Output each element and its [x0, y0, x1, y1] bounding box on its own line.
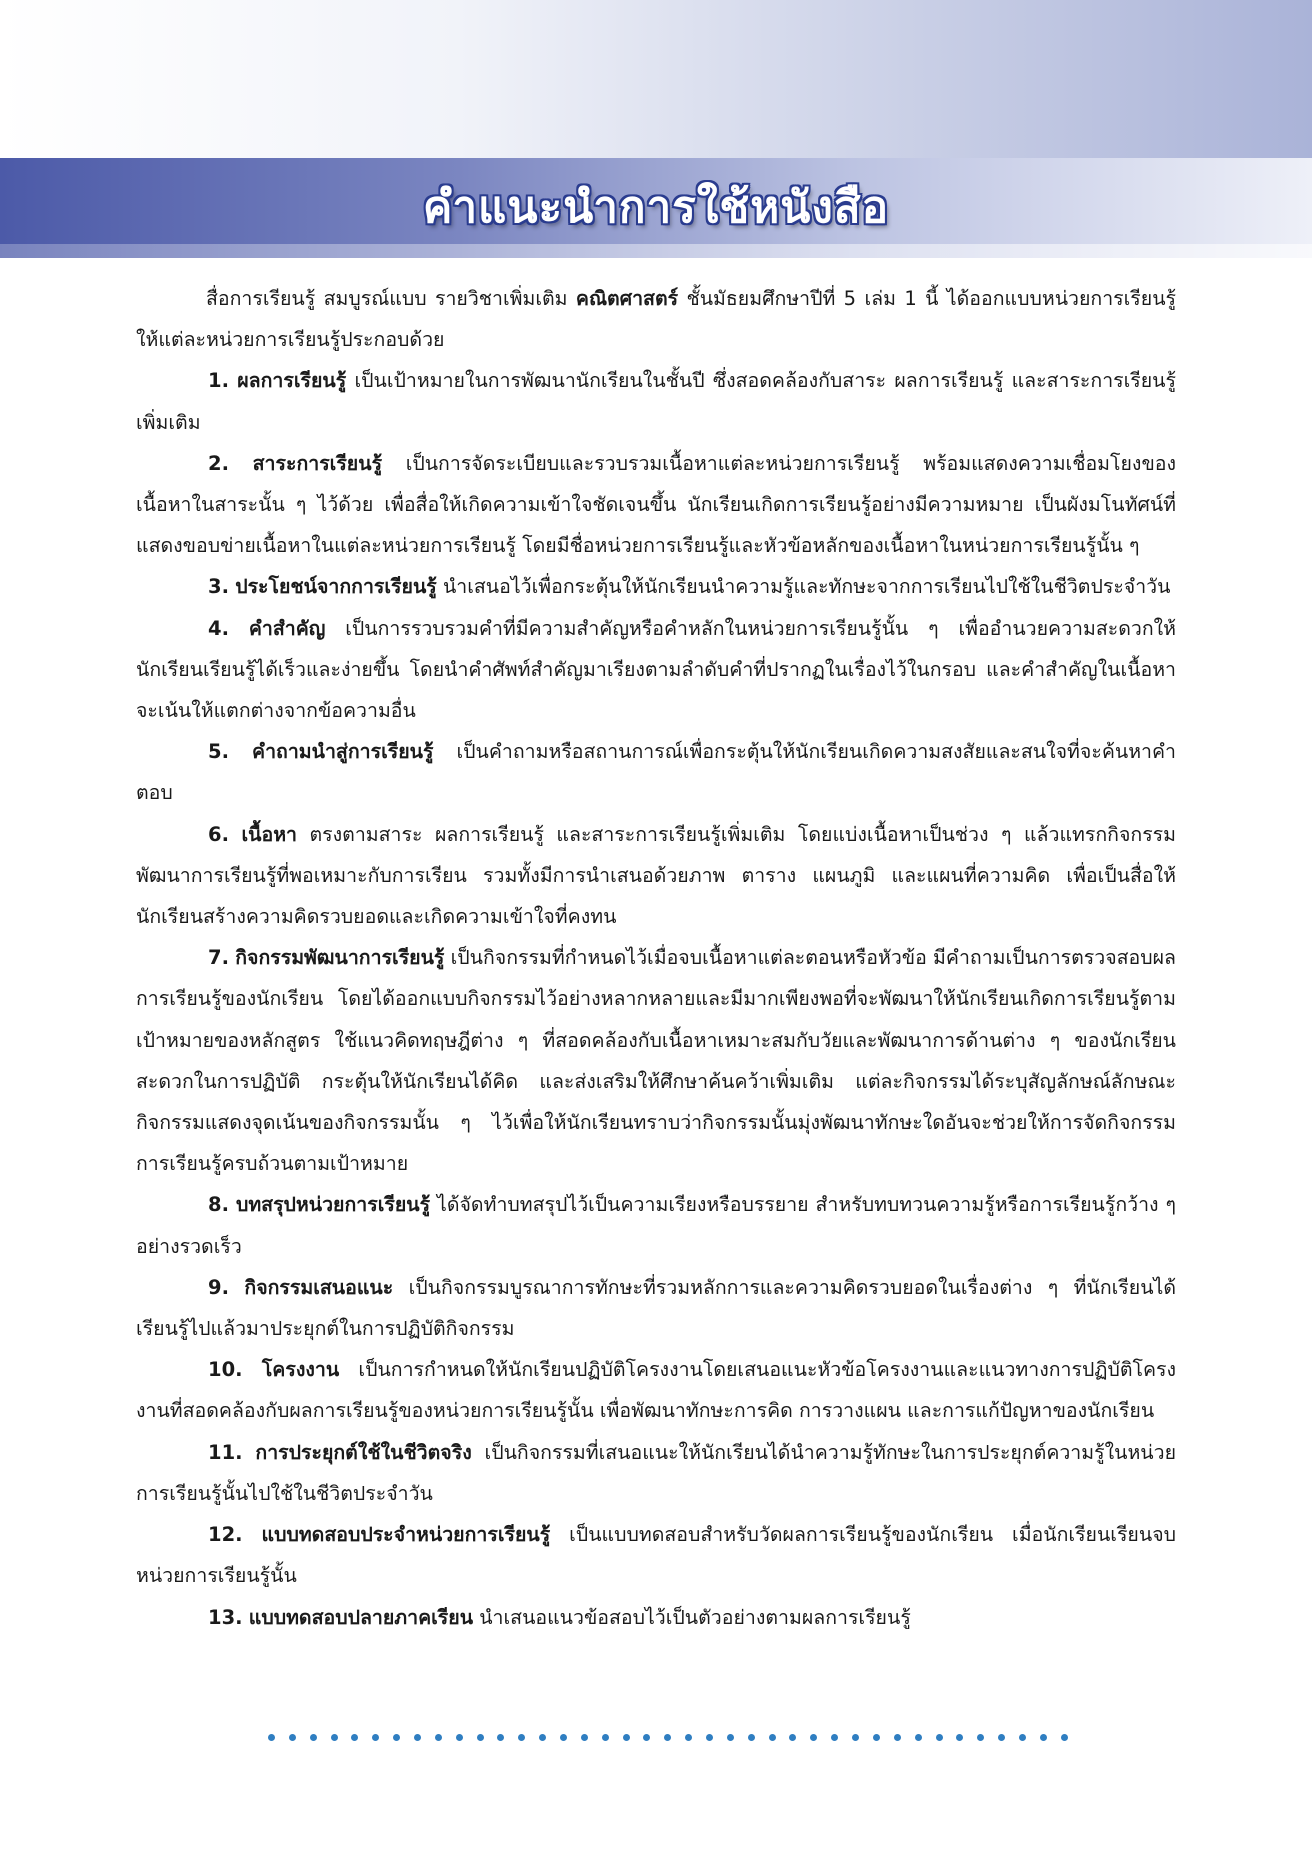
item-list	[136, 360, 1176, 1637]
list-item-text: ได้จัดทำบทสรุปไว้เป็นความเรียงหรือบรรยาย สำหรับทบทวนความรู้หรือการเรียนรู้กว้าง ๆ อย่างรวดเร็ว	[136, 1193, 1176, 1258]
footer-dot	[372, 1734, 379, 1741]
list-item-text: เป็นการจัดระเบียบและรวบรวมเนื้อหาแต่ละหน่วยการเรียนรู้ พร้อมแสดงความเชื่อมโยงของเนื้อหาในสาระนั้น ๆ ไว้ด้วย เพื่อสื่อให้เกิดความเข้าใจชัดเจนขึ้น นักเรียนเกิดการเรียนรู้อย่างมีความหมาย เป็นผังมโนทัศน์ที่แสดงขอบข่ายเนื้อหาในแต่ละหน่วยการเรียนรู้ โดยมีชื่อหน่วยการเรียนรู้และหัวข้อหลักของเนื้อหาในหน่วยการเรียนรู้นั้น ๆ	[136, 451, 1177, 558]
list-item-heading: แบบทดสอบปลายภาคเรียน	[248, 1605, 474, 1629]
footer-dot	[518, 1734, 525, 1741]
list-item-text: เป็นแบบทดสอบสำหรับวัดผลการเรียนรู้ของนักเรียน เมื่อนักเรียนเรียนจบหน่วยการเรียนรู้นั้น	[136, 1523, 1176, 1588]
footer-dot	[581, 1734, 588, 1741]
list-item-number: 12.	[208, 1523, 243, 1547]
list-item	[136, 1349, 1176, 1431]
list-item-heading: สาระการเรียนรู้	[252, 451, 383, 475]
list-item-heading: ผลการเรียนรู้	[237, 369, 347, 393]
footer-dot	[664, 1734, 671, 1741]
list-item	[136, 443, 1176, 567]
list-item	[136, 1267, 1176, 1349]
intro-subject: คณิตศาสตร์	[575, 287, 679, 310]
footer-dot	[477, 1734, 484, 1741]
list-item-number: 4.	[208, 616, 229, 640]
list-item-number: 6.	[208, 822, 229, 846]
list-item-heading: คำสำคัญ	[248, 616, 326, 640]
header-gradient	[0, 0, 1312, 160]
footer-dot	[831, 1734, 838, 1741]
footer-dot	[789, 1734, 796, 1741]
footer-dot	[602, 1734, 609, 1741]
list-item	[136, 608, 1176, 732]
footer-dot	[643, 1734, 650, 1741]
footer-dot	[873, 1734, 880, 1741]
list-item	[136, 1514, 1176, 1596]
footer-dot	[706, 1734, 713, 1741]
footer-dot	[331, 1734, 338, 1741]
list-item-heading: เนื้อหา	[241, 822, 298, 846]
footer-dot	[810, 1734, 817, 1741]
list-item-text: เป็นการรวบรวมคำที่มีความสำคัญหรือคำหลักในหน่วยการเรียนรู้นั้น ๆ เพื่ออำนวยความสะดวกให้นักเรียนเรียนรู้ได้เร็วและง่ายขึ้น โดยนำคำศัพท์สำคัญมาเรียงตามลำดับคำที่ปรากฏในเรื่องไว้ในกรอบ และคำสำคัญในเนื้อหาจะเน้นให้แตกต่างจากข้อความอื่น	[136, 616, 1177, 723]
list-item	[136, 1597, 1176, 1638]
document-body	[136, 278, 1176, 1638]
footer-dot	[351, 1734, 358, 1741]
list-item-number: 3.	[208, 575, 229, 599]
footer-dot	[268, 1734, 275, 1741]
list-item-heading: กิจกรรมเสนอแนะ	[244, 1275, 394, 1299]
list-item-heading: กิจกรรมพัฒนาการเรียนรู้	[235, 946, 445, 970]
footer-dot	[414, 1734, 421, 1741]
list-item	[136, 566, 1176, 607]
footer-dot	[998, 1734, 1005, 1741]
list-item-text: เป็นกิจกรรมที่กำหนดไว้เมื่อจบเนื้อหาแต่ละตอนหรือหัวข้อ มีคำถามเป็นการตรวจสอบผลการเรียนรู้ของนักเรียน โดยได้ออกแบบกิจกรรมไว้อย่างหลากหลายและมีมากเพียงพอที่จะพัฒนาให้นักเรียนเกิดการเรียนรู้ตามเป้าหมายของหลักสูตร ใช้แนวคิดทฤษฎีต่าง ๆ ที่สอดคล้องกับเนื้อหาเหมาะสมกับวัยและพัฒนาการด้านต่าง ๆ ของนักเรียน สะดวกในการปฏิบัติ กระตุ้นให้นักเรียนได้คิด และส่งเสริมให้ศึกษาค้นคว้าเพิ่มเติม แต่ละกิจกรรมได้ระบุสัญลักษณ์ลักษณะกิจกรรมแสดงจุดเน้นของกิจกรรมนั้น ๆ ไว้เพื่อให้นักเรียนทราบว่ากิจกรรมนั้นมุ่งพัฒนาทักษะใดอันจะช่วยให้การจัดกิจกรรมการเรียนรู้ครบถ้วนตามเป้าหมาย	[136, 946, 1177, 1176]
footer-dot	[497, 1734, 504, 1741]
list-item-heading: การประยุกต์ใช้ในชีวิตจริง	[255, 1440, 472, 1464]
list-item	[136, 937, 1176, 1184]
footer-dot	[1019, 1734, 1026, 1741]
footer-dot	[310, 1734, 317, 1741]
footer-dot-divider	[268, 1734, 1068, 1744]
list-item-text: ตรงตามสาระ ผลการเรียนรู้ และสาระการเรียนรู้เพิ่มเติม โดยแบ่งเนื้อหาเป็นช่วง ๆ แล้วแทรกกิจกรรมพัฒนาการเรียนรู้ที่พอเหมาะกับการเรียน รวมทั้งมีการนำเสนอด้วยภาพ ตาราง แผนภูมิ และแผนที่ความคิด เพื่อเป็นสื่อให้นักเรียนสร้างความคิดรวบยอดและเกิดความเข้าใจที่คงทน	[136, 822, 1177, 929]
list-item-text: นำเสนอแนวข้อสอบไว้เป็นตัวอย่างตามผลการเรียนรู้	[473, 1605, 911, 1629]
list-item	[136, 360, 1176, 442]
page-title: คำแนะนำการใช้หนังสือ	[422, 182, 890, 233]
footer-dot	[894, 1734, 901, 1741]
footer-dot	[748, 1734, 755, 1741]
intro-paragraph	[136, 278, 1176, 360]
title-band-fade	[0, 244, 1312, 258]
footer-dot	[435, 1734, 442, 1741]
intro-after: ชั้นมัธยมศึกษาปีที่ 5 เล่ม 1 นี้ ได้ออกแบบหน่วยการเรียนรู้ให้แต่ละหน่วยการเรียนรู้ประกอบด้วย	[136, 287, 1176, 352]
list-item-heading: บทสรุปหน่วยการเรียนรู้	[235, 1193, 431, 1217]
list-item-number: 1.	[208, 369, 229, 393]
list-item-number: 2.	[208, 451, 229, 475]
footer-dot	[852, 1734, 859, 1741]
list-item-number: 13.	[208, 1605, 243, 1629]
footer-dot	[456, 1734, 463, 1741]
footer-dot	[623, 1734, 630, 1741]
list-item-heading: แบบทดสอบประจำหน่วยการเรียนรู้	[261, 1523, 551, 1547]
footer-dot	[769, 1734, 776, 1741]
list-item-number: 5.	[208, 740, 229, 764]
list-item-number: 10.	[208, 1358, 243, 1382]
list-item-heading: ประโยชน์จากการเรียนรู้	[235, 575, 437, 599]
footer-dot	[915, 1734, 922, 1741]
footer-dot	[956, 1734, 963, 1741]
list-item-text: เป็นคำถามหรือสถานการณ์เพื่อกระตุ้นให้นักเรียนเกิดความสงสัยและสนใจที่จะค้นหาคำตอบ	[136, 740, 1176, 805]
list-item-number: 9.	[208, 1275, 229, 1299]
list-item	[136, 731, 1176, 813]
list-item-text: เป็นกิจกรรมบูรณาการทักษะที่รวมหลักการและความคิดรวบยอดในเรื่องต่าง ๆ ที่นักเรียนได้เรียนรู้ไปแล้วมาประยุกต์ในการปฏิบัติกิจกรรม	[136, 1275, 1176, 1341]
intro-before: สื่อการเรียนรู้ สมบูรณ์แบบ รายวิชาเพิ่มเติม	[206, 287, 576, 310]
list-item-number: 8.	[208, 1193, 229, 1217]
footer-dot	[289, 1734, 296, 1741]
footer-dot	[977, 1734, 984, 1741]
list-item-text: เป็นกิจกรรมที่เสนอแนะให้นักเรียนได้นำความรู้ทักษะในการประยุกต์ความรู้ในหน่วยการเรียนรู้นั้นไปใช้ในชีวิตประจำวัน	[136, 1440, 1177, 1505]
list-item-number: 7.	[208, 946, 229, 970]
list-item-text: เป็นการกำหนดให้นักเรียนปฏิบัติโครงงานโดยเสนอแนะหัวข้อโครงงานและแนวทางการปฏิบัติโครงงานที่สอดคล้องกับผลการเรียนรู้ของหน่วยการเรียนรู้นั้น เพื่อพัฒนาทักษะการคิด การวางแผน และการแก้ปัญหาของนักเรียน	[136, 1358, 1176, 1423]
footer-dot	[539, 1734, 546, 1741]
list-item-text: นำเสนอไว้เพื่อกระตุ้นให้นักเรียนนำความรู้และทักษะจากการเรียนไปใช้ในชีวิตประจำวัน	[436, 575, 1171, 599]
footer-dot	[685, 1734, 692, 1741]
footer-dot	[393, 1734, 400, 1741]
list-item	[136, 1184, 1176, 1266]
list-item-heading: โครงงาน	[261, 1358, 340, 1382]
footer-dot	[560, 1734, 567, 1741]
list-item-heading: คำถามนำสู่การเรียนรู้	[252, 740, 434, 764]
footer-dot	[727, 1734, 734, 1741]
footer-dot	[1040, 1734, 1047, 1741]
list-item-number: 11.	[208, 1440, 243, 1464]
footer-dot	[1061, 1734, 1068, 1741]
list-item	[136, 814, 1176, 938]
list-item	[136, 1432, 1176, 1514]
list-item-text: เป็นเป้าหมายในการพัฒนานักเรียนในชั้นปี ซึ่งสอดคล้องกับสาระ ผลการเรียนรู้ และสาระการเรียนรู้เพิ่มเติม	[136, 369, 1176, 434]
footer-dot	[936, 1734, 943, 1741]
